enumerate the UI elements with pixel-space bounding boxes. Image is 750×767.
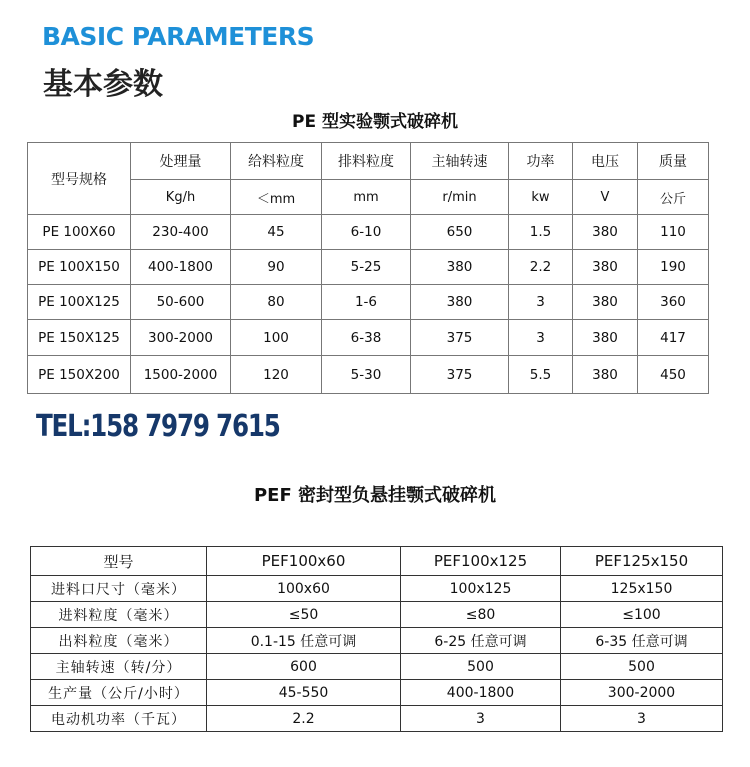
column-header: 给料粒度 [231, 143, 322, 180]
column-header: 质量 [638, 143, 709, 180]
column-unit: kw [509, 180, 573, 215]
column-unit: ＜mm [231, 180, 322, 215]
table-cell: 380 [573, 250, 638, 285]
table-cell: 5-30 [322, 356, 411, 394]
table-cell: 6-35 任意可调 [561, 628, 723, 654]
table-header-row [31, 547, 723, 576]
table-cell: 300-2000 [561, 680, 723, 706]
table-cell: PE 150X200 [28, 356, 131, 394]
table-cell: 1-6 [322, 285, 411, 320]
table-row [28, 215, 709, 250]
table-cell: 50-600 [131, 285, 231, 320]
table-cell: 230-400 [131, 215, 231, 250]
table-cell: 100x60 [207, 576, 401, 602]
table-cell: 100 [231, 320, 322, 356]
table-cell: 3 [509, 320, 573, 356]
table-cell: 650 [411, 215, 509, 250]
column-header: 主轴转速 [411, 143, 509, 180]
pef-spec-table [30, 546, 723, 732]
table-cell: 6-10 [322, 215, 411, 250]
column-unit: mm [322, 180, 411, 215]
row-label: 生产量（公斤/小时） [31, 680, 207, 706]
table-cell: 380 [573, 320, 638, 356]
column-header: PEF100x125 [401, 547, 561, 576]
column-unit: 公斤 [638, 180, 709, 215]
table-cell: 380 [573, 285, 638, 320]
table-row [31, 680, 723, 706]
column-header: 型号 [31, 547, 207, 576]
table-cell: ≤100 [561, 602, 723, 628]
heading-chinese: 基本参数 [43, 67, 163, 102]
table-row [31, 576, 723, 602]
table-cell: 2.2 [509, 250, 573, 285]
row-label: 电动机功率（千瓦） [31, 706, 207, 732]
heading-english: BASIC PARAMETERS [42, 22, 315, 51]
table-row [28, 285, 709, 320]
column-header: PEF100x60 [207, 547, 401, 576]
table-cell: 5-25 [322, 250, 411, 285]
table-cell: 1500-2000 [131, 356, 231, 394]
row-label: 出料粒度（毫米） [31, 628, 207, 654]
table-row [31, 706, 723, 732]
table-cell: 380 [411, 285, 509, 320]
table-cell: 380 [573, 356, 638, 394]
pe-spec-table [27, 142, 709, 394]
table-cell: 3 [401, 706, 561, 732]
table-cell: 2.2 [207, 706, 401, 732]
table-row [28, 250, 709, 285]
table-cell: PE 100X60 [28, 215, 131, 250]
contact-phone: TEL:158 7979 7615 [36, 409, 280, 444]
table-cell: ≤80 [401, 602, 561, 628]
table-cell: 90 [231, 250, 322, 285]
table-cell: 400-1800 [401, 680, 561, 706]
table-cell: 500 [401, 654, 561, 680]
table-cell: 600 [207, 654, 401, 680]
column-header: 功率 [509, 143, 573, 180]
row-label: 主轴转速（转/分） [31, 654, 207, 680]
table-cell: 360 [638, 285, 709, 320]
table-cell: PE 100X125 [28, 285, 131, 320]
table-row [28, 320, 709, 356]
table-row [28, 356, 709, 394]
table-cell: PE 150X125 [28, 320, 131, 356]
pef-table-title: PEF 密封型负悬挂颚式破碎机 [253, 485, 497, 506]
column-unit: Kg/h [131, 180, 231, 215]
table-cell: 500 [561, 654, 723, 680]
table-cell: 1.5 [509, 215, 573, 250]
table-cell: 190 [638, 250, 709, 285]
pe-table-title: PE 型实验颚式破碎机 [292, 112, 458, 132]
table-cell: 110 [638, 215, 709, 250]
row-label: 进料口尺寸（毫米） [31, 576, 207, 602]
table-cell: PE 100X150 [28, 250, 131, 285]
table-cell: 3 [509, 285, 573, 320]
table-cell: 300-2000 [131, 320, 231, 356]
column-header: 电压 [573, 143, 638, 180]
table-cell: 100x125 [401, 576, 561, 602]
table-cell: 6-38 [322, 320, 411, 356]
table-cell: 125x150 [561, 576, 723, 602]
table-cell: 80 [231, 285, 322, 320]
table-row [31, 602, 723, 628]
table-cell: 375 [411, 356, 509, 394]
row-label: 进料粒度（毫米） [31, 602, 207, 628]
table-cell: 450 [638, 356, 709, 394]
column-header: 排料粒度 [322, 143, 411, 180]
table-cell: 375 [411, 320, 509, 356]
table-cell: 380 [573, 215, 638, 250]
table-cell: 0.1-15 任意可调 [207, 628, 401, 654]
table-cell: 400-1800 [131, 250, 231, 285]
table-cell: 3 [561, 706, 723, 732]
table-cell: 380 [411, 250, 509, 285]
column-header: 处理量 [131, 143, 231, 180]
column-unit: r/min [411, 180, 509, 215]
table-cell: 5.5 [509, 356, 573, 394]
table-cell: 6-25 任意可调 [401, 628, 561, 654]
table-cell: 417 [638, 320, 709, 356]
column-unit: V [573, 180, 638, 215]
model-header-cell: 型号规格 [28, 143, 131, 215]
table-cell: 45-550 [207, 680, 401, 706]
table-row [31, 628, 723, 654]
column-header: PEF125x150 [561, 547, 723, 576]
table-row [31, 654, 723, 680]
table-cell: 45 [231, 215, 322, 250]
table-cell: 120 [231, 356, 322, 394]
table-cell: ≤50 [207, 602, 401, 628]
